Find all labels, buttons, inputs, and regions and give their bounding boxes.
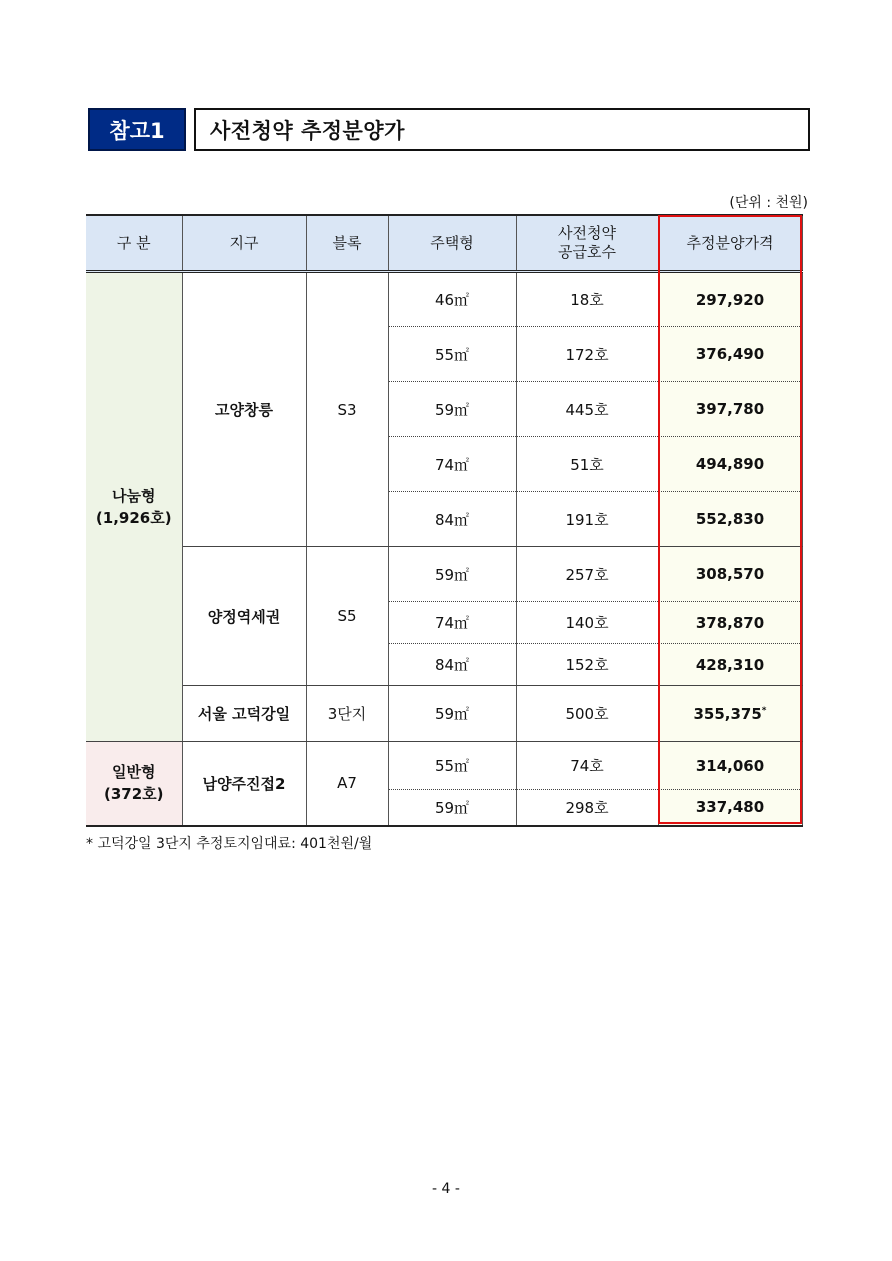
supply-units-cell: 191호 [516,492,658,547]
district-cell: 고양창릉 [182,272,306,547]
district-cell: 서울 고덕강일 [182,686,306,742]
block-cell: S5 [306,547,388,686]
house-type-cell: 55㎡ [388,327,516,382]
supply-units-cell: 51호 [516,437,658,492]
footnote: * 고덕강일 3단지 추정토지임대료: 401천원/월 [86,836,373,852]
house-type-cell: 84㎡ [388,492,516,547]
house-type-cell: 55㎡ [388,742,516,790]
house-type-cell: 59㎡ [388,686,516,742]
supply-units-cell: 172호 [516,327,658,382]
header-district: 지구 [182,215,306,272]
district-cell: 남양주진접2 [182,742,306,826]
price-cell: 308,570 [658,547,802,602]
table-row [86,686,802,742]
category-cell: 나눔형 (1,926호) [86,272,182,742]
price-value: 355,375 [693,704,762,723]
price-cell: 378,870 [658,602,802,644]
page-number: - 4 - [432,1181,460,1197]
price-cell: 552,830 [658,492,802,547]
table-row [86,272,802,327]
district-cell: 양정역세권 [182,547,306,686]
reference-title: 사전청약 추정분양가 [194,108,810,151]
category-cell: 일반형 (372호) [86,742,182,826]
reference-header [88,108,810,151]
table-header-row [86,215,802,272]
supply-units-cell: 445호 [516,382,658,437]
header-supply-units: 사전청약 공급호수 [516,215,658,272]
house-type-cell: 46㎡ [388,272,516,327]
supply-units-cell: 18호 [516,272,658,327]
price-cell [658,686,802,742]
supply-units-cell: 500호 [516,686,658,742]
house-type-cell: 59㎡ [388,790,516,826]
price-table [86,214,803,827]
house-type-cell: 74㎡ [388,437,516,492]
house-type-cell: 59㎡ [388,547,516,602]
header-estimated-price: 추정분양가격 [658,215,802,272]
supply-units-cell: 140호 [516,602,658,644]
price-cell: 314,060 [658,742,802,790]
table-row [86,547,802,602]
footnote-mark: * [761,705,767,716]
header-block: 블록 [306,215,388,272]
house-type-cell: 74㎡ [388,602,516,644]
supply-units-cell: 152호 [516,644,658,686]
price-cell: 397,780 [658,382,802,437]
house-type-cell: 59㎡ [388,382,516,437]
price-cell: 494,890 [658,437,802,492]
price-cell: 376,490 [658,327,802,382]
table-row [86,742,802,790]
header-house-type: 주택형 [388,215,516,272]
house-type-cell: 84㎡ [388,644,516,686]
reference-badge: 참고1 [88,108,186,151]
supply-units-cell: 257호 [516,547,658,602]
block-cell: A7 [306,742,388,826]
block-cell: S3 [306,272,388,547]
price-cell: 428,310 [658,644,802,686]
header-category: 구 분 [86,215,182,272]
supply-units-cell: 298호 [516,790,658,826]
price-cell: 297,920 [658,272,802,327]
block-cell: 3단지 [306,686,388,742]
price-cell: 337,480 [658,790,802,826]
unit-note: (단위 : 천원) [729,195,808,211]
supply-units-cell: 74호 [516,742,658,790]
